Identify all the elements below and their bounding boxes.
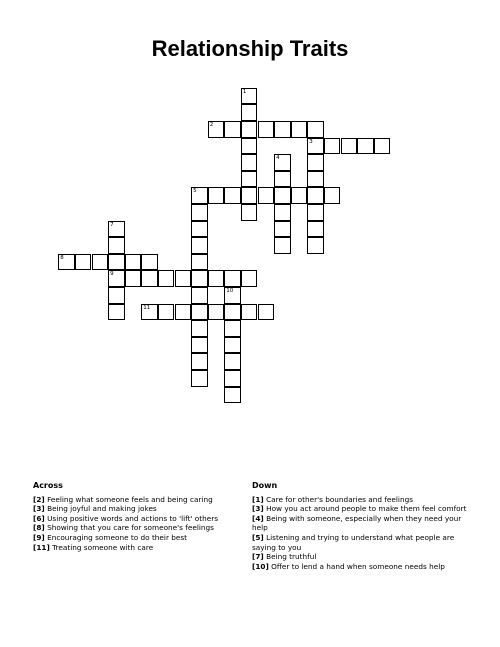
grid-cell[interactable] [191, 320, 208, 337]
clue-number-label: 2 [209, 122, 214, 128]
grid-cell[interactable] [208, 121, 225, 138]
grid-cell[interactable] [208, 304, 225, 321]
clue-item [33, 523, 243, 533]
grid-cell[interactable] [274, 121, 291, 138]
clue-text: How you act around people to make them feel comfort [266, 504, 467, 514]
grid-cell[interactable] [291, 187, 308, 204]
grid-cell[interactable] [108, 254, 125, 271]
clue-item [33, 533, 243, 543]
clue-item [252, 562, 467, 572]
grid-cell[interactable] [307, 204, 324, 221]
clue-number: [6] [33, 513, 45, 523]
grid-cell[interactable] [108, 237, 125, 254]
grid-cell[interactable] [307, 187, 324, 204]
grid-cell[interactable] [241, 138, 258, 155]
grid-cell[interactable] [191, 187, 208, 204]
clue-item [252, 495, 467, 505]
grid-cell[interactable] [208, 270, 225, 287]
grid-cell[interactable] [191, 254, 208, 271]
grid-cell[interactable] [291, 121, 308, 138]
grid-cell[interactable] [307, 237, 324, 254]
grid-cell[interactable] [108, 270, 125, 287]
grid-cell[interactable] [191, 287, 208, 304]
clue-number: [1] [252, 494, 264, 504]
clue-number-label: 11 [143, 304, 151, 311]
grid-cell[interactable] [307, 121, 324, 138]
clue-number-label: 7 [110, 221, 114, 228]
grid-cell[interactable] [191, 337, 208, 354]
grid-cell[interactable] [191, 270, 208, 287]
grid-cell[interactable] [224, 337, 241, 354]
grid-cell[interactable] [125, 254, 142, 271]
grid-cell[interactable] [224, 270, 241, 287]
clue-number: [4] [252, 513, 264, 523]
grid-cell[interactable] [175, 270, 192, 287]
grid-cell[interactable] [141, 270, 158, 287]
grid-cell[interactable] [191, 237, 208, 254]
grid-cell[interactable] [224, 353, 241, 370]
grid-cell[interactable] [191, 304, 208, 321]
clue-text: Encouraging someone to do their best [47, 532, 188, 542]
grid-cell[interactable] [307, 221, 324, 238]
grid-cell[interactable] [224, 304, 241, 321]
grid-cell[interactable] [224, 187, 241, 204]
grid-cell[interactable] [125, 270, 142, 287]
grid-cell[interactable] [258, 121, 275, 138]
grid-cell[interactable] [241, 304, 258, 321]
grid-cell[interactable] [307, 154, 324, 171]
clue-number-label: 8 [60, 254, 64, 261]
clue-text: Being truthful [266, 552, 317, 562]
clue-text: Feeling what someone feels and being caring [47, 494, 213, 504]
grid-cell[interactable] [224, 320, 241, 337]
grid-cell[interactable] [92, 254, 109, 271]
grid-cell[interactable] [108, 221, 125, 238]
grid-cell[interactable] [241, 270, 258, 287]
clue-number-label: 3 [309, 138, 313, 145]
grid-cell[interactable] [274, 204, 291, 221]
page-title: Relationship Traits [151, 36, 349, 61]
clue-number: [5] [252, 532, 264, 542]
clue-number-label: 9 [110, 271, 114, 278]
clue-number-label: 4 [276, 155, 280, 162]
clue-text: Offer to lend a hand when someone needs help [271, 561, 445, 571]
clue-number: [11] [33, 542, 50, 552]
grid-cell[interactable] [224, 370, 241, 387]
clue-number: [3] [33, 504, 45, 514]
clue-number: [3] [252, 504, 264, 514]
across-heading: Across [33, 481, 63, 490]
down-clues [252, 481, 467, 571]
grid-cell[interactable] [274, 171, 291, 188]
grid-cell[interactable] [274, 187, 291, 204]
grid-cell[interactable] [307, 138, 324, 155]
grid-cell[interactable] [241, 104, 258, 121]
clue-item [252, 504, 467, 514]
grid-cell[interactable] [258, 187, 275, 204]
grid-cell[interactable] [224, 387, 241, 404]
grid-cell[interactable] [307, 171, 324, 188]
grid-cell[interactable] [241, 121, 258, 138]
clue-text: Being joyful and making jokes [47, 504, 157, 514]
clue-number: [10] [252, 561, 269, 571]
grid-cell[interactable] [141, 304, 158, 321]
grid-cell[interactable] [108, 304, 125, 321]
clue-number: [2] [33, 494, 45, 504]
clue-number: [7] [252, 552, 264, 562]
clue-item [252, 514, 467, 533]
grid-cell[interactable] [357, 138, 374, 155]
grid-cell[interactable] [191, 370, 208, 387]
grid-cell[interactable] [141, 254, 158, 271]
grid-cell[interactable] [241, 171, 258, 188]
grid-cell[interactable] [108, 287, 125, 304]
across-clues [33, 481, 243, 552]
grid-cell[interactable] [75, 254, 92, 271]
clue-text: Showing that you care for someone's feelings [47, 523, 214, 533]
clue-item [33, 495, 243, 505]
grid-cell[interactable] [208, 187, 225, 204]
grid-cell[interactable] [241, 88, 258, 105]
clue-number-label: 5 [193, 188, 197, 195]
grid-cell[interactable] [191, 204, 208, 221]
grid-cell[interactable] [258, 304, 275, 321]
grid-cell[interactable] [324, 187, 341, 204]
clue-item [33, 504, 243, 514]
grid-cell[interactable] [241, 154, 258, 171]
clue-text: Listening and trying to understand what people are saying to you [252, 532, 455, 552]
grid-cell[interactable] [158, 304, 175, 321]
grid-cell[interactable] [224, 287, 241, 304]
clue-number: [9] [33, 532, 45, 542]
grid-cell[interactable] [191, 353, 208, 370]
grid-cell[interactable] [274, 154, 291, 171]
grid-cell[interactable] [241, 204, 258, 221]
clue-number-label: 10 [226, 288, 234, 294]
grid-cell[interactable] [374, 138, 391, 155]
grid-cell[interactable] [274, 221, 291, 238]
clue-number: [8] [33, 523, 45, 533]
clue-text: Using positive words and actions to 'lift' others [47, 513, 219, 523]
grid-cell[interactable] [324, 138, 341, 155]
grid-cell[interactable] [274, 237, 291, 254]
clue-item [252, 533, 467, 552]
clue-text: Being with someone, especially when they need your help [252, 513, 462, 533]
grid-cell[interactable] [241, 187, 258, 204]
clue-text: Treating someone with care [52, 542, 154, 552]
grid-cell[interactable] [191, 221, 208, 238]
down-heading: Down [252, 481, 278, 490]
clue-item [33, 514, 243, 524]
grid-cell[interactable] [224, 121, 241, 138]
grid-cell[interactable] [158, 270, 175, 287]
clue-text: Care for other's boundaries and feelings [266, 494, 414, 504]
grid-cell[interactable] [175, 304, 192, 321]
grid-cell[interactable] [58, 254, 75, 271]
clue-item [252, 552, 467, 562]
grid-cell[interactable] [341, 138, 358, 155]
clue-item [33, 543, 243, 553]
clue-number-label: 1 [242, 88, 247, 95]
